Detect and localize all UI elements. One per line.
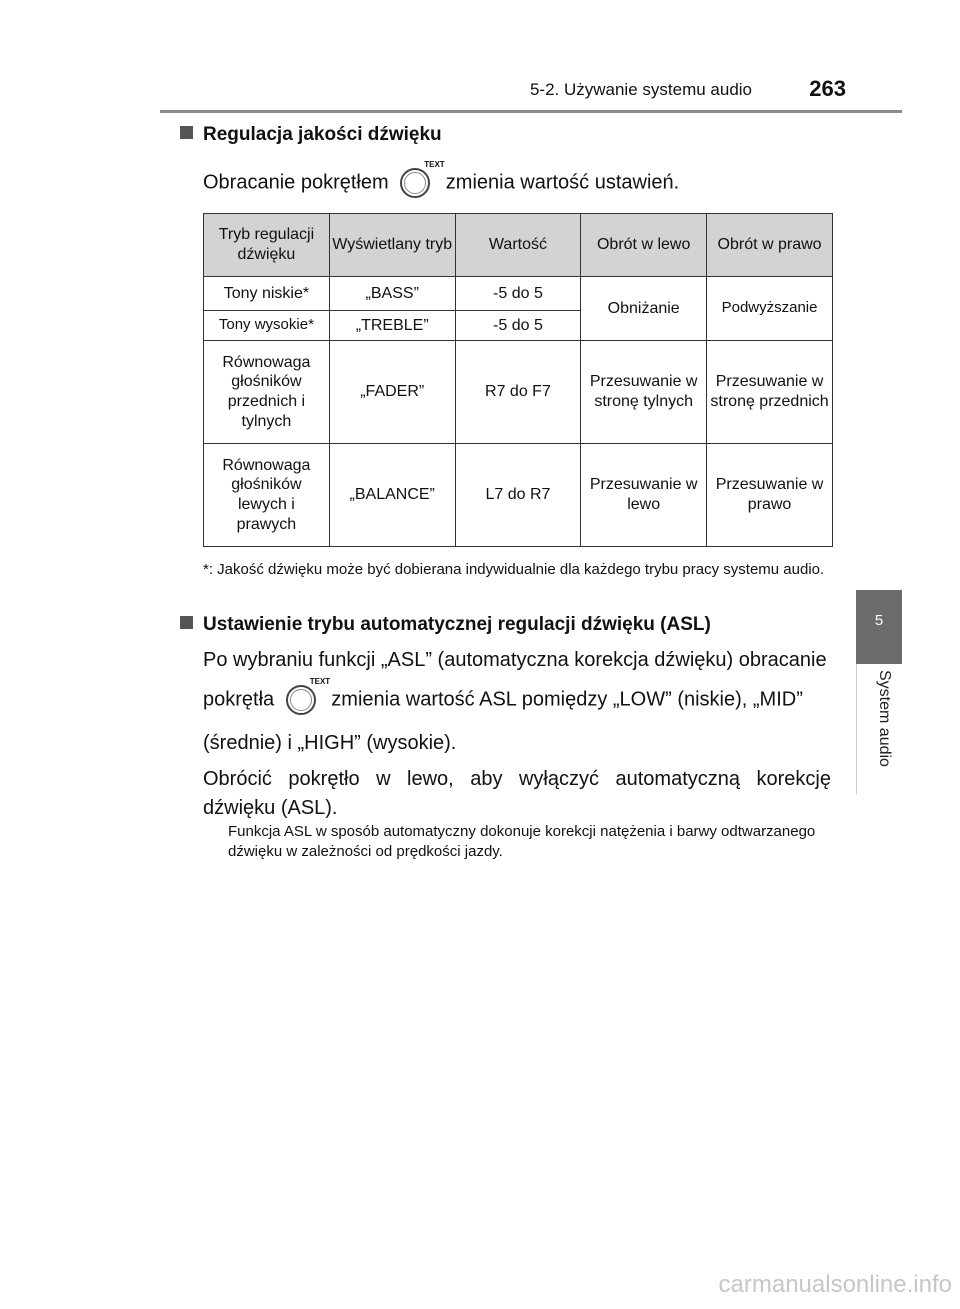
chapter-tab — [856, 590, 902, 664]
table-cell: Tony wysokie* — [204, 311, 330, 341]
section-heading-sound-quality: Regulacja jakości dźwięku — [180, 124, 442, 146]
page-header — [160, 76, 902, 113]
table-cell: Przesuwanie w stronę przednich — [707, 341, 833, 444]
asl-note: Funkcja ASL w sposób automatyczny dokonuje korekcji natężenia i barwy odtwarzanego dźwięku w zależności od prędkości jazdy. — [228, 823, 816, 860]
table-header: Obrót w lewo — [581, 214, 707, 277]
square-bullet-icon — [180, 126, 193, 139]
table-cell: „FADER” — [329, 341, 455, 444]
table-header: Wartość — [455, 214, 581, 277]
sound-settings-table — [203, 213, 833, 547]
table-row — [204, 444, 833, 547]
table-header: Wyświetlany tryb — [329, 214, 455, 277]
table-cell: „BALANCE” — [329, 444, 455, 547]
table-cell: Podwyższanie — [707, 277, 833, 341]
section-title: 5-2. Używanie systemu audio — [529, 80, 752, 99]
chapter-label-tab — [856, 664, 903, 794]
table-header-row — [204, 214, 833, 277]
table-cell: Równowaga głośników przednich i tylnych — [204, 341, 330, 444]
table-cell: Przesuwanie w prawo — [707, 444, 833, 547]
table-cell: R7 do F7 — [455, 341, 581, 444]
table-cell: „TREBLE” — [329, 311, 455, 341]
chapter-number: 5 — [874, 612, 884, 629]
table-cell: Równowaga głośników lewych i prawych — [204, 444, 330, 547]
tune-knob-icon: TEXT — [286, 683, 320, 717]
intro-paragraph: Obracanie pokrętłem TEXT zmienia wartość ustawień. — [203, 166, 831, 200]
table-header: Obrót w prawo — [707, 214, 833, 277]
table-cell: L7 do R7 — [455, 444, 581, 547]
table-cell: „BASS” — [329, 277, 455, 311]
table-cell: Przesuwanie w stronę tylnych — [581, 341, 707, 444]
table-footnote: *: Jakość dźwięku może być dobierana indywidualnie dla każdego trybu pracy systemu audio. — [203, 561, 825, 578]
table-header: Tryb regulacji dźwięku — [204, 214, 330, 277]
table-row — [204, 341, 833, 444]
asl-paragraph-line-2: pokrętła TEXT zmienia wartość ASL pomiędzy „LOW” (niskie), „MID” — [203, 683, 831, 717]
table-cell: -5 do 5 — [455, 311, 581, 341]
asl-turn-off-paragraph: Obrócić pokrętło w lewo, aby wyłączyć automatyczną korekcję dźwięku (ASL). — [203, 768, 831, 819]
table-cell: -5 do 5 — [455, 277, 581, 311]
page-number: 263 — [809, 76, 846, 101]
table-row — [204, 277, 833, 311]
table-cell: Przesuwanie w lewo — [581, 444, 707, 547]
chapter-label: System audio — [876, 670, 893, 767]
table-cell: Obniżanie — [581, 277, 707, 341]
asl-paragraph-line-3: (średnie) i „HIGH” (wysokie). — [203, 732, 457, 754]
watermark: carmanualsonline.info — [718, 1271, 952, 1298]
tune-knob-icon: TEXT — [400, 166, 434, 200]
table-cell: Tony niskie* — [204, 277, 330, 311]
square-bullet-icon — [180, 616, 193, 629]
section-heading-asl: Ustawienie trybu automatycznej regulacji dźwięku (ASL) — [180, 614, 711, 636]
asl-paragraph-line-1: Po wybraniu funkcji „ASL” (automatyczna korekcja dźwięku) obracanie — [203, 649, 827, 671]
